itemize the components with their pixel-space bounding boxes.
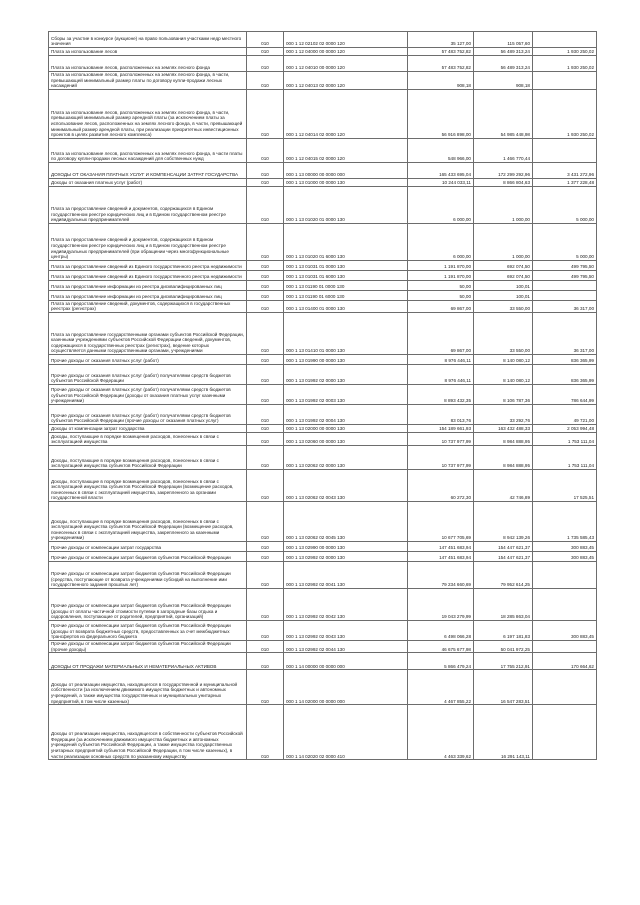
row-approved: 4 463 339,62 [408, 705, 474, 760]
row-approved: 1 191 870,00 [408, 260, 474, 270]
row-unexecuted: 300 883,45 [533, 541, 597, 551]
row-budget-code: 000 1 13 01992 02 0000 130 [284, 364, 408, 384]
row-approved: 6 498 066,28 [408, 620, 474, 640]
row-approved: 50,00 [408, 280, 474, 290]
row-unexecuted: 1 377 228,48 [533, 178, 597, 186]
row-approved: 8 893 432,35 [408, 384, 474, 404]
row-approved: 147 451 683,94 [408, 551, 474, 561]
row-approved: 6 000,00 [408, 186, 474, 223]
row-line-code: 010 [247, 445, 284, 469]
row-line-code: 010 [247, 384, 284, 404]
row-approved: 10 737 977,99 [408, 445, 474, 469]
row-approved: 10 677 705,69 [408, 501, 474, 541]
row-approved: 10 737 977,99 [408, 432, 474, 445]
row-unexecuted: 1 930 250,02 [533, 56, 597, 72]
row-unexecuted [533, 588, 597, 620]
row-line-code: 010 [247, 138, 284, 162]
row-unexecuted: 5 000,00 [533, 186, 597, 223]
row-executed: 1 000,00 [474, 186, 533, 223]
row-unexecuted: 1 930 250,02 [533, 89, 597, 138]
row-budget-code: 000 1 13 01410 01 0000 130 [284, 312, 408, 354]
row-name: Доходы, поступающие в порядке возмещения расходов, понесенных в связи с эксплуатацией имущества субъектов Российской Федерации [49, 445, 247, 469]
row-name: ДОХОДЫ ОТ ПРОДАЖИ МАТЕРИАЛЬНЫХ И НЕМАТЕРИАЛЬНЫХ АКТИВОВ [49, 653, 247, 670]
row-name: Плата за использование лесов, расположенных на землях лесного фонда, в части, превышающей минимальный размер платы по договору купли-продажи лесных насаждений [49, 72, 247, 90]
row-budget-code: 000 1 13 02992 02 0041 130 [284, 561, 408, 588]
row-budget-code: 000 1 12 04000 00 0000 120 [284, 48, 408, 56]
row-executed: 16 547 283,51 [474, 670, 533, 705]
row-budget-code: 000 1 12 04014 02 0000 120 [284, 89, 408, 138]
row-name: Доходы от оказания платных услуг (работ) [49, 178, 247, 186]
table-row [49, 186, 597, 223]
table-row [49, 280, 597, 290]
row-approved: 908,18 [408, 72, 474, 90]
table-row [49, 424, 597, 432]
table-row [49, 364, 597, 384]
row-name: Прочие доходы от оказания платных услуг (работ) получателями средств бюджетов субъектов Российской Федерации (доходы от оказания платных услуг казенными учреждениями) [49, 384, 247, 404]
table-row [49, 445, 597, 469]
row-executed: 33 550,00 [474, 300, 533, 312]
row-name: Плата за предоставление сведений и документов, содержащихся в Едином государственном реестре юридических лиц и в Едином государственном реестре индивидуальных предпринимателей [49, 186, 247, 223]
table-row [49, 138, 597, 162]
row-name: Прочие доходы от компенсации затрат бюджетов субъектов Российской Федерации (доходы от оплаты частичной стоимости путевки в загородные базы отдыха и оздоровления, поступающие от родителей, предприятий, организаций) [49, 588, 247, 620]
row-budget-code: 000 1 13 01031 01 0000 130 [284, 260, 408, 270]
row-line-code: 010 [247, 541, 284, 551]
row-budget-code: 000 1 13 02062 02 0043 130 [284, 469, 408, 501]
table-row [49, 223, 597, 260]
row-unexecuted: 5 000,00 [533, 223, 597, 260]
row-executed: 908,18 [474, 72, 533, 90]
row-budget-code: 000 1 13 02000 00 0000 130 [284, 424, 408, 432]
row-executed: 18 285 863,04 [474, 588, 533, 620]
row-approved: 50,00 [408, 290, 474, 300]
row-name: Прочие доходы от компенсации затрат бюджетов субъектов Российской Федерации [49, 551, 247, 561]
row-name: Прочие доходы от оказания платных услуг (работ) получателями средств бюджетов субъектов Российской Федерации [49, 364, 247, 384]
row-line-code: 010 [247, 354, 284, 364]
row-unexecuted: 300 883,45 [533, 620, 597, 640]
row-budget-code: 000 1 13 02992 02 0000 130 [284, 551, 408, 561]
row-line-code: 010 [247, 670, 284, 705]
row-budget-code: 000 1 13 02060 00 0000 130 [284, 432, 408, 445]
row-budget-code: 000 1 13 02992 02 0043 130 [284, 620, 408, 640]
row-unexecuted: 36 317,00 [533, 300, 597, 312]
row-approved: 83 013,76 [408, 404, 474, 424]
row-budget-code: 000 1 12 02102 02 0000 120 [284, 32, 408, 48]
row-unexecuted: 49 721,00 [533, 404, 597, 424]
table-row [49, 640, 597, 652]
row-unexecuted: 786 644,99 [533, 384, 597, 404]
table-row [49, 56, 597, 72]
row-executed: 100,01 [474, 290, 533, 300]
row-executed: 154 447 621,37 [474, 551, 533, 561]
row-executed: 79 952 614,25 [474, 561, 533, 588]
row-executed: 8 140 080,12 [474, 354, 533, 364]
row-approved: 10 244 033,11 [408, 178, 474, 186]
table-row [49, 404, 597, 424]
revenue-execution-table [48, 31, 597, 760]
row-approved: 35 127,00 [408, 32, 474, 48]
row-line-code: 010 [247, 32, 284, 48]
row-name: Плата за предоставление сведений из Единого государственного реестра недвижимости [49, 270, 247, 280]
row-budget-code: 000 1 13 02062 02 0000 130 [284, 445, 408, 469]
row-unexecuted [533, 32, 597, 48]
row-executed: 163 432 488,33 [474, 424, 533, 432]
row-unexecuted [533, 138, 597, 162]
row-name: Плата за использование лесов, расположенных на землях лесного фонда [49, 56, 247, 72]
row-approved: 147 451 683,94 [408, 541, 474, 551]
row-line-code: 010 [247, 561, 284, 588]
row-line-code: 010 [247, 48, 284, 56]
row-approved: 79 234 660,69 [408, 561, 474, 588]
table-row [49, 653, 597, 670]
table-row [49, 48, 597, 56]
row-line-code: 010 [247, 653, 284, 670]
row-line-code: 010 [247, 705, 284, 760]
row-approved: 8 976 446,11 [408, 364, 474, 384]
row-unexecuted: 836 365,99 [533, 354, 597, 364]
row-unexecuted: 170 664,62 [533, 653, 597, 670]
row-executed: 56 489 313,24 [474, 48, 533, 56]
row-executed: 8 866 804,63 [474, 178, 533, 186]
row-name: Доходы от компенсации затрат государства [49, 424, 247, 432]
table-body [49, 32, 597, 760]
row-approved: 1 191 870,00 [408, 270, 474, 280]
row-unexecuted: 1 753 111,04 [533, 445, 597, 469]
row-budget-code: 000 1 12 04010 00 0000 120 [284, 56, 408, 72]
row-executed: 100,01 [474, 280, 533, 290]
row-name: Плата за использование лесов, расположенных на землях лесного фонда, в части платы по договору купли-продажи лесных насаждений для собственных нужд [49, 138, 247, 162]
row-budget-code: 000 1 13 01031 01 6000 130 [284, 270, 408, 280]
row-budget-code: 000 1 13 01992 02 0004 130 [284, 404, 408, 424]
table-row [49, 32, 597, 48]
row-line-code: 010 [247, 186, 284, 223]
table-row [49, 300, 597, 312]
row-budget-code: 000 1 12 04013 02 0000 120 [284, 72, 408, 90]
row-budget-code: 000 1 13 01190 01 0000 130 [284, 280, 408, 290]
table-row [49, 270, 597, 280]
table-row [49, 620, 597, 640]
row-name: Плата за предоставление информации из реестра дисквалифицированных лиц [49, 280, 247, 290]
row-executed: 54 985 448,98 [474, 89, 533, 138]
row-line-code: 010 [247, 260, 284, 270]
table-row [49, 312, 597, 354]
row-budget-code: 000 1 13 02990 00 0000 130 [284, 541, 408, 551]
row-line-code: 010 [247, 300, 284, 312]
row-approved: 548 966,00 [408, 138, 474, 162]
row-budget-code: 000 1 13 02992 02 0044 130 [284, 640, 408, 652]
table-row [49, 432, 597, 445]
row-budget-code: 000 1 13 01400 01 0000 130 [284, 300, 408, 312]
row-line-code: 010 [247, 432, 284, 445]
row-line-code: 010 [247, 404, 284, 424]
table-row [49, 384, 597, 404]
row-approved: 46 675 677,98 [408, 640, 474, 652]
row-name: Доходы от реализации имущества, находящегося в государственной и муниципальной собственности (за исключением движимого имущества бюджетных и автономных учреждений, а также имущества государственных и муниципальных унитарных предприятий, в том числе казенных) [49, 670, 247, 705]
row-approved: 57 483 752,82 [408, 56, 474, 72]
row-unexecuted: 1 930 250,02 [533, 48, 597, 56]
table-row [49, 260, 597, 270]
row-line-code: 010 [247, 312, 284, 354]
row-approved: 57 483 752,82 [408, 48, 474, 56]
row-line-code: 010 [247, 178, 284, 186]
row-executed: 8 140 080,12 [474, 364, 533, 384]
table-row [49, 162, 597, 178]
row-line-code: 010 [247, 89, 284, 138]
row-line-code: 010 [247, 588, 284, 620]
row-name: Доходы от реализации имущества, находящегося в собственности субъектов Российской Федерации (за исключением движимого имущества бюджетных и автономных учреждений субъектов Российской Федерации, а также имущества государственных унитарных предприятий субъектов Российской Федерации, в том числе казенных), в части реализации основных средств по указанному имуществу [49, 705, 247, 760]
row-name: Плата за предоставление сведений и документов, содержащихся в Едином государственном реестре юридических лиц и в Едином государственном реестре индивидуальных предпринимателей (при обращении через многофункциональные центры) [49, 223, 247, 260]
row-line-code: 010 [247, 56, 284, 72]
table-row [49, 469, 597, 501]
table-row [49, 72, 597, 90]
table-row [49, 588, 597, 620]
row-line-code: 010 [247, 280, 284, 290]
row-approved: 19 043 279,99 [408, 588, 474, 620]
row-line-code: 010 [247, 72, 284, 90]
row-name: Прочие доходы от компенсации затрат государства [49, 541, 247, 551]
row-approved: 6 000,00 [408, 223, 474, 260]
table-row [49, 89, 597, 138]
row-executed: 33 550,00 [474, 312, 533, 354]
row-budget-code: 000 1 13 00000 00 0000 000 [284, 162, 408, 178]
row-name: Сборы за участие в конкурсе (аукционе) на право пользования участками недр местного значения [49, 32, 247, 48]
row-approved: 69 867,00 [408, 312, 474, 354]
row-unexecuted [533, 670, 597, 705]
row-executed: 33 292,76 [474, 404, 533, 424]
row-name: Прочие доходы от компенсации затрат бюджетов субъектов Российской Федерации (доходы от возврата бюджетных средств, предоставленных за счет межбюджетных трансфертов из федерального бюджета [49, 620, 247, 640]
row-line-code: 010 [247, 270, 284, 280]
row-name: Плата за использование лесов, расположенных на землях лесного фонда, в части, превышающей минимальный размер арендной платы (за исключением платы за использование лесов, расположенных на землях лесного фонда, в части, превышающей минимальный размер арендной платы, при реализации приоритетных инвестиционных проектов в целях развития лесного комплекса) [49, 89, 247, 138]
row-approved: 4 467 855,22 [408, 670, 474, 705]
table-row [49, 501, 597, 541]
row-approved: 69 867,00 [408, 300, 474, 312]
table-row [49, 354, 597, 364]
row-executed: 1 000,00 [474, 223, 533, 260]
row-unexecuted: 499 795,50 [533, 270, 597, 280]
row-unexecuted: 17 525,51 [533, 469, 597, 501]
row-line-code: 010 [247, 223, 284, 260]
row-budget-code: 000 1 13 01992 02 0003 130 [284, 384, 408, 404]
row-approved: 60 272,30 [408, 469, 474, 501]
row-line-code: 010 [247, 290, 284, 300]
row-name: Плата за предоставление государственными органами субъектов Российской Федерации, казенными учреждениями субъектов Российской Федерации сведений, документов, содержащихся в государственных реестрах (регистрах), ведение которых осуществляется данными государственными органами, учреждениями [49, 312, 247, 354]
row-budget-code: 000 1 13 01020 01 0000 130 [284, 186, 408, 223]
table-row [49, 561, 597, 588]
row-approved: 8 976 446,11 [408, 354, 474, 364]
row-executed: 115 057,60 [474, 32, 533, 48]
row-name: ДОХОДЫ ОТ ОКАЗАНИЯ ПЛАТНЫХ УСЛУГ И КОМПЕНСАЦИИ ЗАТРАТ ГОСУДАРСТВА [49, 162, 247, 178]
row-executed: 56 489 313,24 [474, 56, 533, 72]
row-line-code: 010 [247, 469, 284, 501]
row-name: Доходы, поступающие в порядке возмещения расходов, понесенных в связи с эксплуатацией имущества [49, 432, 247, 445]
row-unexecuted: 36 317,00 [533, 312, 597, 354]
row-unexecuted [533, 561, 597, 588]
row-unexecuted: 3 431 272,96 [533, 162, 597, 178]
table-row [49, 670, 597, 705]
row-budget-code: 000 1 13 01020 01 6000 130 [284, 223, 408, 260]
row-name: Плата за использование лесов [49, 48, 247, 56]
row-approved: 5 866 479,24 [408, 653, 474, 670]
row-executed: 1 466 770,44 [474, 138, 533, 162]
row-name: Доходы, поступающие в порядке возмещения расходов, понесенных в связи с эксплуатацией имущества субъектов Российской Федерации (возмещение расходов, понесенных в связи с эксплуатацией имущества, закрепленного за казенными учреждениями) [49, 501, 247, 541]
row-unexecuted [533, 640, 597, 652]
row-unexecuted: 1 753 111,04 [533, 432, 597, 445]
row-line-code: 010 [247, 424, 284, 432]
row-executed: 172 299 292,96 [474, 162, 533, 178]
row-executed: 6 197 181,83 [474, 620, 533, 640]
table-row [49, 705, 597, 760]
row-approved: 56 916 898,00 [408, 89, 474, 138]
row-budget-code: 000 1 13 01990 00 0000 130 [284, 354, 408, 364]
row-unexecuted [533, 72, 597, 90]
row-executed: 154 447 621,37 [474, 541, 533, 551]
row-unexecuted: 2 053 994,48 [533, 424, 597, 432]
row-executed: 692 074,50 [474, 260, 533, 270]
row-budget-code: 000 1 12 04015 02 0000 120 [284, 138, 408, 162]
table-row [49, 178, 597, 186]
row-line-code: 010 [247, 640, 284, 652]
row-name: Плата за предоставление информации из реестра дисквалифицированных лиц [49, 290, 247, 300]
row-unexecuted: 300 883,45 [533, 551, 597, 561]
row-executed: 8 106 787,36 [474, 384, 533, 404]
row-budget-code: 000 1 13 01190 01 6000 130 [284, 290, 408, 300]
row-line-code: 010 [247, 551, 284, 561]
row-line-code: 010 [247, 364, 284, 384]
row-unexecuted [533, 705, 597, 760]
row-budget-code: 000 1 14 02020 02 0000 410 [284, 705, 408, 760]
row-unexecuted [533, 280, 597, 290]
row-budget-code: 000 1 13 01000 00 0000 130 [284, 178, 408, 186]
row-approved: 154 189 661,93 [408, 424, 474, 432]
row-executed: 8 984 888,95 [474, 445, 533, 469]
row-budget-code: 000 1 14 02000 00 0000 000 [284, 670, 408, 705]
row-executed: 50 041 972,25 [474, 640, 533, 652]
table-row [49, 290, 597, 300]
row-budget-code: 000 1 13 02062 02 0045 130 [284, 501, 408, 541]
row-executed: 8 984 888,95 [474, 432, 533, 445]
row-approved: 165 433 695,04 [408, 162, 474, 178]
row-unexecuted: 1 735 585,43 [533, 501, 597, 541]
row-name: Прочие доходы от компенсации затрат бюджетов субъектов Российской Федерации (прочие доходы) [49, 640, 247, 652]
row-line-code: 010 [247, 501, 284, 541]
row-name: Прочие доходы от оказания платных услуг (работ) получателями средств бюджетов субъектов Российской Федерации (прочие доходы от оказания платных услуг) [49, 404, 247, 424]
row-executed: 16 291 143,11 [474, 705, 533, 760]
row-budget-code: 000 1 14 00000 00 0000 000 [284, 653, 408, 670]
table-row [49, 551, 597, 561]
row-unexecuted: 836 365,99 [533, 364, 597, 384]
row-name: Прочие доходы от оказания платных услуг (работ) [49, 354, 247, 364]
row-line-code: 010 [247, 162, 284, 178]
row-executed: 42 746,89 [474, 469, 533, 501]
row-unexecuted [533, 290, 597, 300]
row-line-code: 010 [247, 620, 284, 640]
row-name: Доходы, поступающие в порядке возмещения расходов, понесенных в связи с эксплуатацией имущества субъектов Российской Федерации (возмещение расходов, понесенных в связи с эксплуатацией имущества, закрепленного за органами государственной власти [49, 469, 247, 501]
row-unexecuted: 499 795,50 [533, 260, 597, 270]
row-name: Плата за предоставление сведений, документов, содержащихся в государственных реестрах (регистрах) [49, 300, 247, 312]
row-executed: 692 074,50 [474, 270, 533, 280]
table-row [49, 541, 597, 551]
row-executed: 17 755 212,91 [474, 653, 533, 670]
row-name: Прочие доходы от компенсации затрат бюджетов субъектов Российской Федерации (средства, поступающие от возврата учреждениями субсидий на выполнение ими государственного задания прошлых лет) [49, 561, 247, 588]
row-executed: 8 942 139,26 [474, 501, 533, 541]
row-budget-code: 000 1 13 02992 02 0042 130 [284, 588, 408, 620]
row-name: Плата за предоставление сведений из Единого государственного реестра недвижимости [49, 260, 247, 270]
